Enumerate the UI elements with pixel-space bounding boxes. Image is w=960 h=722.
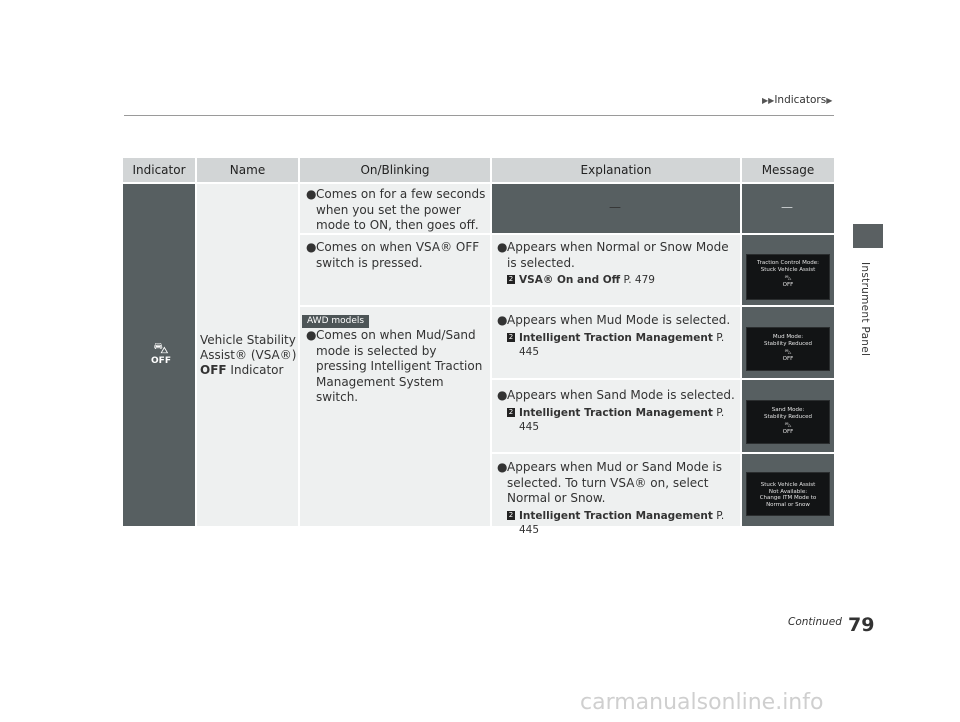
on-blinking-row3 [306,328,488,406]
screen-line: Mud Mode: [772,334,804,340]
screen-off-label: OFF [782,281,794,288]
reference-link[interactable] [497,509,737,537]
screen-line: Sand Mode: [771,407,805,413]
message-screen-mud-mode [746,327,830,371]
screen-line: Stuck Vehicle Assist [760,482,816,488]
screen-line: Stability Reduced [763,413,813,420]
breadcrumb-arrows: ▶▶ [762,96,775,105]
explanation-row4 [497,388,737,434]
explanation-text: Appears when Mud Mode is selected. [507,313,731,327]
section-tab [853,224,883,248]
bullet-icon: ● [497,388,508,402]
bullet-icon: ● [497,313,508,327]
bullet-icon: ● [306,240,317,254]
breadcrumb-arrow-end: ▶ [826,96,833,105]
message-screen-sand-mode [746,400,830,444]
screen-line: Change ITM Mode to [759,495,817,501]
explanation-text: Appears when Mud or Sand Mode is selected. To turn VSA® on, select Normal or Snow. [507,460,722,505]
name-line2: Assist® (VSA®) [200,348,297,362]
reference-title: Intelligent Traction Management [519,509,713,522]
watermark: carmanualsonline.info [580,690,824,715]
indicator-off-label: OFF [151,356,171,366]
reference-page: P. 445 [519,331,725,358]
on-blinking-row1 [306,187,486,234]
explanation-dash: — [609,200,621,214]
car-skid-icon: ⛍ [153,339,169,357]
vsa-off-small-icon: ⛍ [784,421,792,429]
reference-arrow-icon: 2 [508,275,514,283]
reference-arrow-icon: 2 [508,407,514,416]
header-explanation: Explanation [492,158,740,182]
reference-page: P. 445 [519,406,725,433]
reference-page: P. 445 [519,509,725,536]
breadcrumb [762,94,832,106]
reference-arrow-icon: 2 [508,332,514,341]
bullet-icon: ● [497,460,508,474]
screen-off-label: OFF [782,428,794,435]
screen-line: Stability Reduced [763,340,813,347]
screen-line: Not Available: [768,488,808,495]
on-text: Comes on when Mud/Sand mode is selected by pressing Intelligent Traction Management System switch. [316,328,483,404]
explanation-text: Appears when Normal or Snow Mode is selected. [507,240,729,270]
indicator-name [200,333,296,378]
reference-link[interactable] [497,331,737,359]
reference-page: P. 479 [620,274,655,286]
reference-title: VSA® On and Off [519,274,621,286]
message-screen-stuck-vehicle-assist [746,472,830,516]
bullet-icon: ● [306,328,317,342]
header-message: Message [742,158,834,182]
bullet-icon: ● [497,240,508,254]
explanation-row3 [497,313,737,359]
section-side-label: Instrument Panel [859,262,871,357]
reference-link[interactable] [497,273,735,287]
screen-line: Traction Control Mode: [757,260,819,266]
explanation-row5 [497,460,737,537]
screen-line: Normal or Snow [766,501,810,508]
name-off: OFF [200,363,227,377]
breadcrumb-section: Indicators [774,94,827,106]
header-rule [124,115,834,116]
header-indicator: Indicator [123,158,195,182]
screen-line: Stuck Vehicle Assist [760,266,816,273]
reference-title: Intelligent Traction Management [519,406,713,419]
on-text: Comes on for a few seconds when you set the power mode to ON, then goes off. [316,187,486,232]
bullet-icon: ● [306,187,317,201]
screen-off-label: OFF [782,355,794,362]
message-dash: — [781,200,793,214]
header-name: Name [197,158,298,182]
page-number: 79 [848,614,875,636]
awd-models-badge: AWD models [302,315,369,328]
explanation-text: Appears when Sand Mode is selected. [507,388,735,402]
on-blinking-row2 [306,240,488,271]
vsa-off-indicator-icon [146,340,176,366]
vsa-off-small-icon: ⛍ [784,348,792,356]
reference-arrow-icon: 2 [508,510,514,519]
on-text: Comes on when VSA® OFF switch is pressed. [316,240,480,270]
name-indicator-word: Indicator [226,363,284,377]
name-line1: Vehicle Stability [200,333,296,347]
message-screen-traction-control [746,254,830,300]
vsa-off-small-icon: ⛍ [784,274,792,282]
explanation-row2 [497,240,735,287]
header-on-blinking: On/Blinking [300,158,490,182]
reference-title: Intelligent Traction Management [519,331,713,344]
continued-label: Continued [788,616,842,628]
reference-link[interactable] [497,406,737,434]
